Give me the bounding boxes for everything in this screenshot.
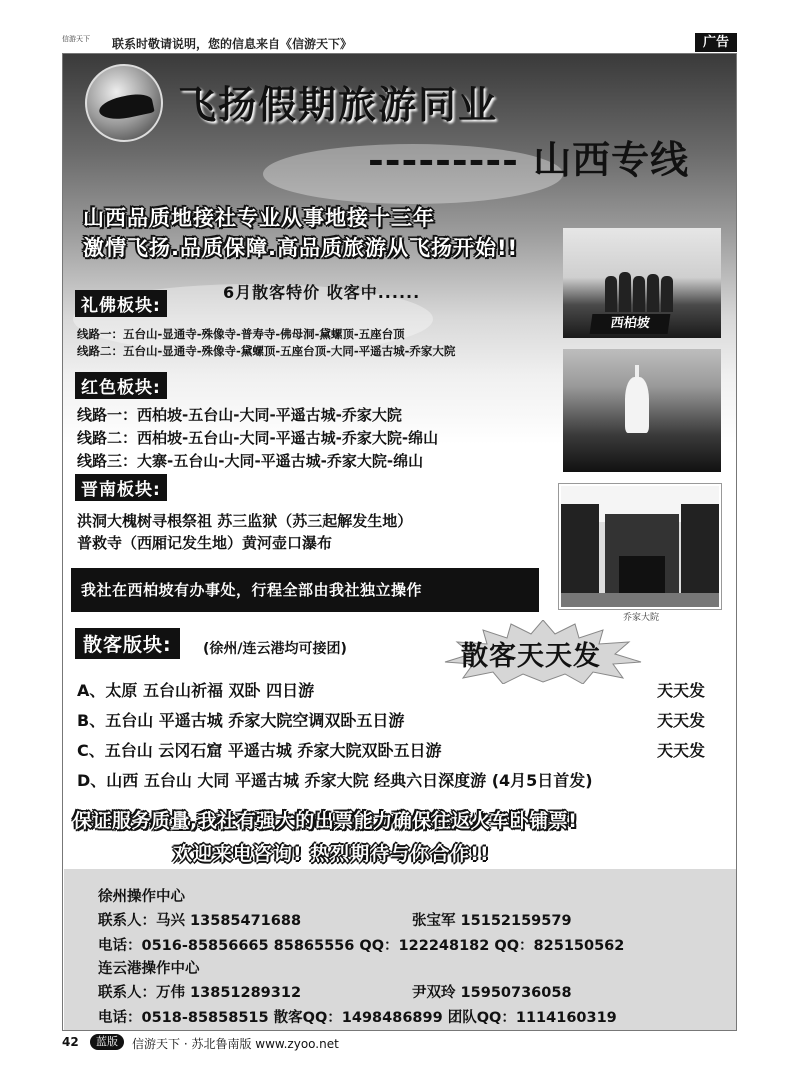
xuzhou-contact-2: 张宝军 15152159579	[412, 913, 572, 929]
service-guarantee: 保证服务质量,我社有强大的出票能力确保往返火车卧铺票!	[73, 810, 578, 832]
xuzhou-phone: 电话：0516-85856665 85865556 QQ：122248182 QQ：825150562	[98, 938, 625, 954]
route-item: 线路一：五台山-显通寺-殊像寺-普寿寺-佛母洞-黛螺顶-五座台顶	[77, 327, 405, 341]
route-item: 线路二：五台山-显通寺-殊像寺-黛螺顶-五座台顶-大同-平遥古城-乔家大院	[77, 344, 456, 358]
section-title-red: 红色板块:	[75, 372, 167, 399]
office-note: 我社在西柏坡有办事处，行程全部由我社独立操作	[71, 568, 539, 612]
ad-title: 飞扬假期旅游同业	[178, 82, 499, 127]
ad-subtitle: --------- 山西专线	[368, 137, 690, 182]
section-title-jinnan: 晋南板块:	[75, 474, 167, 501]
tour-item: B、五台山 平遥古城 乔家大院空调双卧五日游	[77, 711, 405, 730]
xuzhou-center-title: 徐州操作中心	[98, 889, 185, 905]
lianyungang-contact: 联系人：万伟 13851289312	[98, 985, 302, 1001]
photo-label: 西柏坡	[590, 314, 671, 334]
qiao-courtyard-photo	[559, 484, 721, 609]
tour-frequency: 天天发	[657, 711, 706, 730]
swoosh-icon	[97, 91, 154, 124]
lianyungang-phone: 电话：0518-85858515 散客QQ：1498486899 团队QQ：1114160319	[98, 1010, 617, 1026]
section-title-buddhist: 礼佛板块:	[75, 290, 167, 317]
welcome-line: 欢迎来电咨询! 热烈期待与你合作!!	[173, 843, 490, 865]
tour-frequency: 天天发	[657, 741, 706, 760]
publication-info: 信游天下 · 苏北鲁南版 www.zyoo.net	[132, 1037, 339, 1051]
statue-shape	[619, 272, 631, 312]
pagoda-shape	[625, 377, 649, 433]
route-item: 普救寺（西厢记发生地）黄河壶口瀑布	[77, 534, 333, 552]
route-item: 线路一：西柏坡-五台山-大同-平遥古城-乔家大院	[77, 406, 402, 424]
publication-logo	[62, 35, 106, 51]
edition-badge: 蓝版	[90, 1034, 124, 1050]
logo-text: 信游天下	[62, 35, 90, 43]
statue-shape	[633, 276, 645, 312]
tour-item: D、山西 五台山 大同 平遥古城 乔家大院 经典六日深度游 (4月5日首发)	[77, 771, 593, 790]
page-footer	[62, 1034, 737, 1052]
lianyungang-contact-2: 尹双玲 15950736058	[412, 985, 572, 1001]
source-notice: 联系时敬请说明，您的信息来自《信游天下》	[112, 37, 353, 51]
xuzhou-contact: 联系人：马兴 13585471688	[98, 913, 302, 929]
section-title-sanke: 散客版块:	[75, 628, 180, 659]
page-number: 42	[62, 1035, 79, 1049]
lianyungang-center-title: 连云港操作中心	[98, 961, 200, 977]
company-logo	[85, 64, 163, 142]
tour-item: C、五台山 云冈石窟 平遥古城 乔家大院双卧五日游	[77, 741, 442, 760]
sanke-note: (徐州/连云港均可接团)	[203, 641, 347, 657]
contact-panel	[64, 869, 736, 1031]
ad-tag: 广告	[695, 33, 737, 52]
tour-frequency: 天天发	[657, 681, 706, 700]
xibaipo-photo	[563, 228, 721, 338]
route-item: 线路二：西柏坡-五台山-大同-平遥古城-乔家大院-绵山	[77, 429, 439, 447]
pagoda-photo	[563, 349, 721, 472]
route-item: 线路三：大寨-五台山-大同-平遥古城-乔家大院-绵山	[77, 452, 424, 470]
slogan-line-1: 山西品质地接社专业从事地接十三年	[83, 206, 435, 230]
top-bar	[62, 33, 737, 53]
tour-item: A、太原 五台山祈福 双卧 四日游	[77, 681, 315, 700]
special-offer: 6月散客特价 收客中......	[223, 283, 421, 302]
route-item: 洪洞大槐树寻根祭祖 苏三监狱（苏三起解发生地）	[77, 512, 413, 530]
slogan-line-2: 激情飞扬.品质保障.高品质旅游从飞扬开始!!	[83, 236, 519, 260]
photo-ground	[561, 593, 719, 607]
statue-shape	[605, 276, 617, 312]
advertisement	[62, 53, 737, 1031]
statue-shape	[661, 276, 673, 312]
photo-caption: 乔家大院	[623, 613, 660, 623]
photo-gate-inner	[619, 556, 665, 598]
daily-departure-banner: 散客天天发	[461, 641, 601, 672]
statue-shape	[647, 274, 659, 312]
